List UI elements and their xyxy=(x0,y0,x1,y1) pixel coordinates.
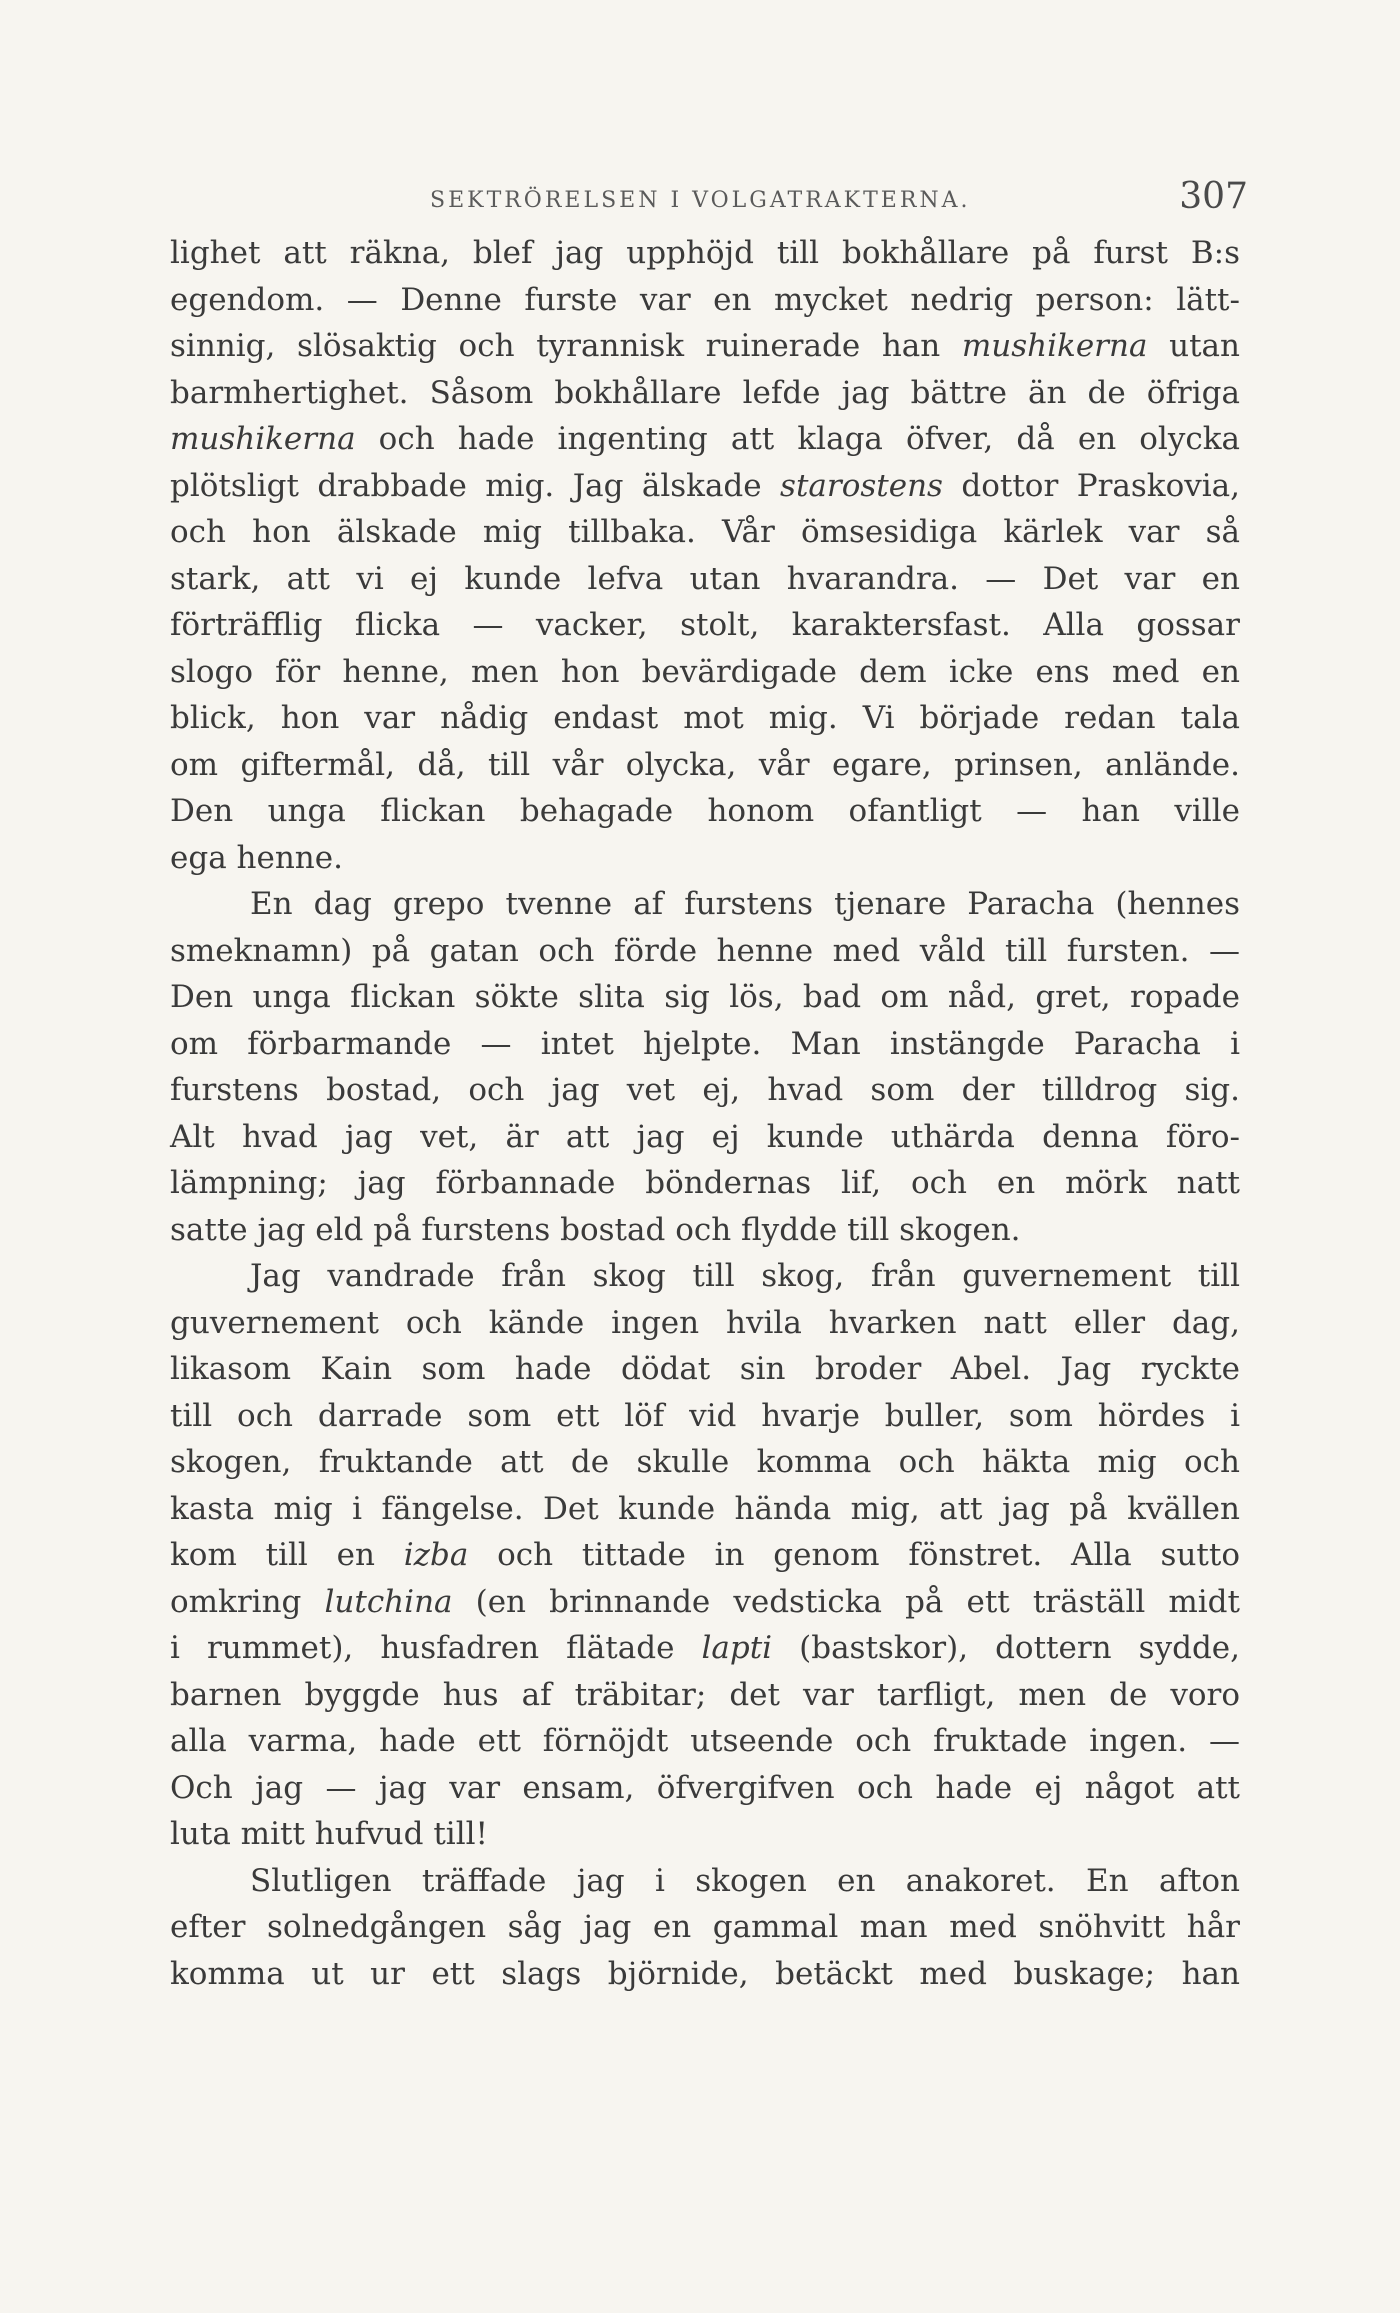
text-line: lighet att räkna, blef jag upphöjd till bokhållare på furst B:s xyxy=(170,235,1240,271)
page-number: 307 xyxy=(1179,176,1248,217)
italic-term: mushikerna xyxy=(170,421,356,457)
text-line xyxy=(170,416,1240,463)
text-line: satte jag eld på furstens bostad och flydde till skogen. xyxy=(170,1211,1021,1248)
text-segment: dottor Praskovia, xyxy=(942,467,1240,504)
text-line: smeknamn) på gatan och förde henne med våld till fursten. — xyxy=(170,932,1240,969)
text-line: alla varma, hade ett förnöjdt utseende och fruktade ingen. — xyxy=(170,1723,1240,1759)
text-line xyxy=(170,1625,1240,1672)
text-line: egendom. — Denne furste var en mycket nedrig person: lätt- xyxy=(170,281,1240,318)
text-line xyxy=(170,1532,1240,1579)
italic-term: lapti xyxy=(701,1630,773,1666)
text-segment: och tittade in genom fönstret. Alla sutto xyxy=(468,1537,1240,1573)
text-segment: plötsligt drabbade mig. Jag älskade xyxy=(170,467,781,504)
text-line: En dag grepo tvenne af furstens tjenare Paracha (hennes xyxy=(250,886,1240,922)
text-line: likasom Kain som hade dödat sin broder Abel. Jag ryckte xyxy=(170,1351,1240,1387)
text-line: Den unga flickan behagade honom ofantligt — han ville xyxy=(170,793,1240,829)
text-line: och hon älskade mig tillbaka. Vår ömsesidiga kärlek var så xyxy=(170,514,1240,550)
text-line: om förbarmande — intet hjelpte. Man instängde Paracha i xyxy=(170,1025,1240,1062)
text-line: förträfflig flicka — vacker, stolt, karaktersfast. Alla gossar xyxy=(170,607,1240,643)
text-line: om giftermål, då, till vår olycka, vår egare, prinsen, anlände. xyxy=(170,746,1240,783)
text-line xyxy=(170,323,1240,370)
text-segment: kom till en xyxy=(170,1537,404,1573)
italic-term: starostens xyxy=(780,467,943,504)
text-segment: (en brinnande vedsticka på ett träställ midt xyxy=(452,1583,1240,1620)
text-line: Och jag — jag var ensam, öfvergifven och hade ej något att xyxy=(170,1769,1240,1806)
text-line: barmhertighet. Såsom bokhållare lefde jag bättre än de öfriga xyxy=(170,374,1240,411)
text-line: slogo för henne, men hon bevärdigade dem icke ens med en xyxy=(170,653,1240,690)
italic-term: mushikerna xyxy=(961,328,1148,364)
text-segment: sinnig, slösaktig och tyrannisk ruinerade han xyxy=(170,328,962,364)
body-text xyxy=(170,230,1240,1997)
text-line: guvernement och kände ingen hvila hvarken natt eller dag, xyxy=(170,1304,1240,1341)
text-segment: och hade ingenting att klaga öfver, då en olycka xyxy=(355,421,1240,457)
text-line: stark, att vi ej kunde lefva utan hvarandra. — Det var en xyxy=(170,560,1240,597)
text-line: Alt hvad jag vet, är att jag ej kunde uthärda denna föro- xyxy=(170,1118,1240,1155)
text-segment: omkring xyxy=(170,1583,325,1620)
italic-term: izba xyxy=(403,1537,469,1573)
text-segment: i rummet), husfadren flätade xyxy=(170,1630,702,1666)
text-line: lämpning; jag förbannade böndernas lif, och en mörk natt xyxy=(170,1165,1240,1201)
text-line: efter solnedgången såg jag en gammal man med snöhvitt hår xyxy=(170,1909,1240,1945)
text-line: blick, hon var nådig endast mot mig. Vi började redan tala xyxy=(170,700,1240,736)
text-line: Jag vandrade från skog till skog, från guvernement till xyxy=(250,1258,1240,1294)
text-line: kasta mig i fängelse. Det kunde hända mig, att jag på kvällen xyxy=(170,1490,1240,1527)
text-line xyxy=(170,463,1240,510)
text-segment: (bastskor), dottern sydde, xyxy=(772,1630,1240,1666)
text-line: Den unga flickan sökte slita sig lös, bad om nåd, gret, ropade xyxy=(170,979,1240,1015)
running-head xyxy=(170,170,1248,230)
text-line xyxy=(170,1579,1240,1626)
text-line: barnen byggde hus af träbitar; det var tarfligt, men de voro xyxy=(170,1676,1240,1713)
text-line: ega henne. xyxy=(170,839,343,876)
text-line: furstens bostad, och jag vet ej, hvad som der tilldrog sig. xyxy=(170,1072,1240,1108)
text-line: Slutligen träffade jag i skogen en anakoret. En afton xyxy=(250,1862,1240,1899)
text-line: komma ut ur ett slags björnide, betäckt med buskage; han xyxy=(170,1955,1240,1992)
text-line: till och darrade som ett löf vid hvarje buller, som hördes i xyxy=(170,1397,1240,1434)
text-segment: utan xyxy=(1147,328,1240,364)
running-title: SEKTRÖRELSEN I VOLGATRAKTERNA. xyxy=(430,188,971,213)
text-line: luta mitt hufvud till! xyxy=(170,1816,488,1852)
book-page xyxy=(170,170,1248,1997)
italic-term: lutchina xyxy=(324,1583,453,1620)
text-line: skogen, fruktande att de skulle komma och häkta mig och xyxy=(170,1444,1240,1480)
